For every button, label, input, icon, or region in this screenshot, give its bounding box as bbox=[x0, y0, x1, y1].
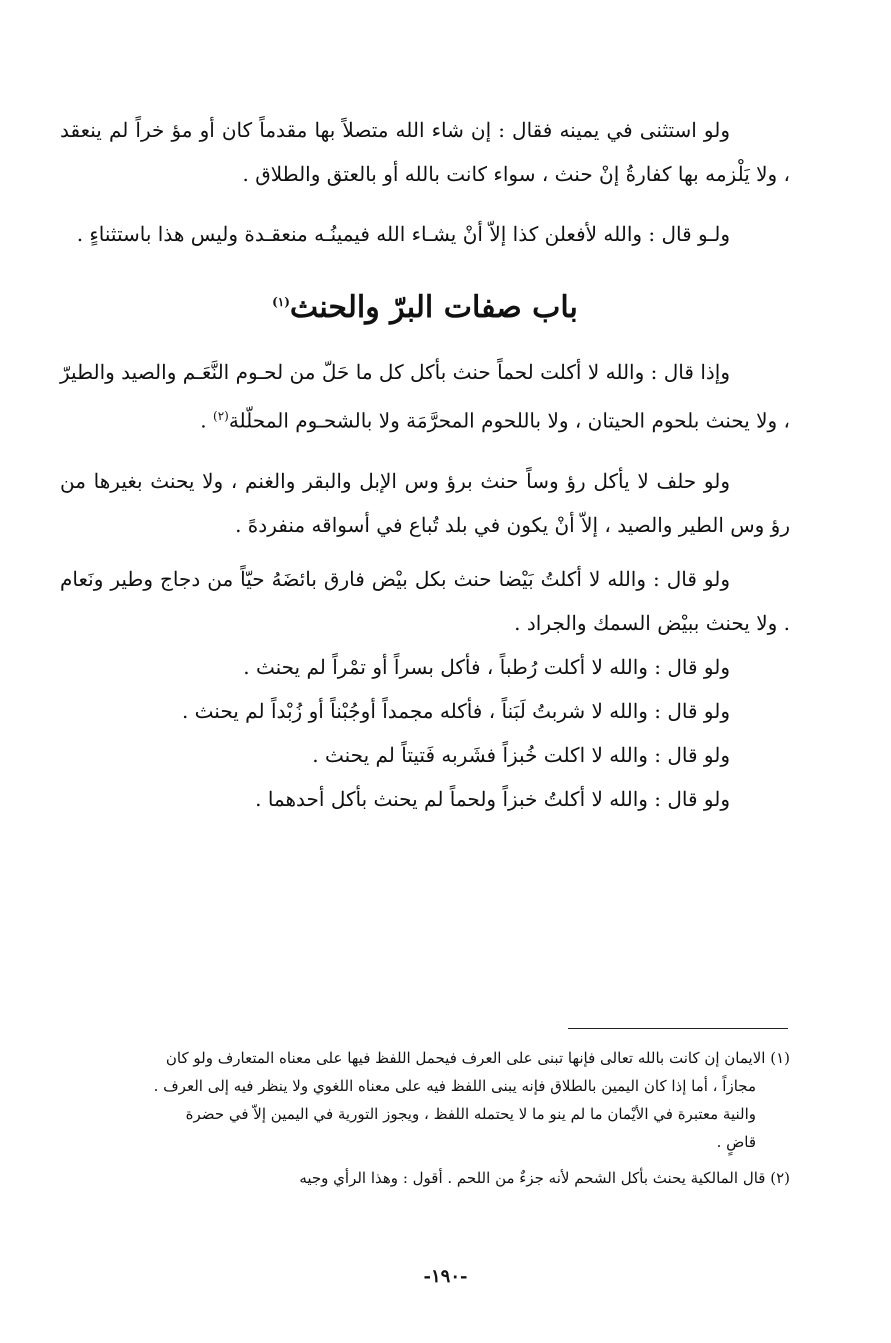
paragraph-exception: ولو استثنى في يمينه فقال : إن شاء الله متصلاً بها مقدماً كان أو مؤ خراً لم ينعقد ، ولا يَلْزمه بها كفارةُ إنْ حنث ، سواء كانت بالله أو بالعتق والطلاق . bbox=[60, 118, 790, 186]
paragraph-oath-exception: ولـو قال : والله لأفعلن كذا إلاّ أنْ يشـاء الله فيمينُـه منعقـدة وليس هذا باستثناءٍ . bbox=[76, 222, 730, 246]
paragraph-heads: ولو حلف لا يأكل رؤ وساً حنث برؤ وس الإبل والبقر والغنم ، ولا يحنث بغيرها من رؤ وس الطير والصيد ، إلاّ أنْ يكون في بلد تُباع في أسواقه منفردهً . bbox=[60, 468, 790, 537]
footnote-1-line-4: قاضٍ . bbox=[716, 1133, 756, 1151]
paragraph-meat bbox=[60, 350, 790, 443]
chapter-heading bbox=[60, 276, 790, 334]
page-number: -١٩٠- bbox=[423, 1266, 468, 1287]
footnote-1-line-2: مجازاً ، أما إذا كان اليمين بالطلاق فإنه يبنى اللفظ فيه على معناه اللغوي ولا ينظر فيه إلى العرف . bbox=[153, 1077, 756, 1095]
chapter-heading-text: باب صفات البرّ والحنث bbox=[289, 290, 578, 325]
footnotes bbox=[70, 1044, 790, 1192]
paragraph-bread: ولو قال : والله لا اكلت خُبزاً فشَربه فَتيتاً لم يحنث . bbox=[312, 742, 730, 767]
paragraph-milk: ولو قال : والله لا شربتُ لَبَناً ، فأكله مجمداً أوجُبْناً أو زُبْداً لم يحنث . bbox=[181, 698, 730, 723]
paragraph-meat-end: . bbox=[200, 408, 213, 433]
page-body bbox=[60, 108, 790, 821]
footnote-ref-1: (١) bbox=[272, 295, 290, 309]
footnote-1-line-1: (١) الايمان إن كانت بالله تعالى فإنها تبنى على العرف فيحمل اللفظ فيها على معناه المتعارف ولو كان bbox=[165, 1049, 790, 1067]
paragraph-eggs: ولو قال : والله لا أكلتُ بَيْضا حنث بكل بيْض فارق بائضَهُ حيّاً من دجاج وطير ونَعام . ولا يحنث ببيْض السمك والجراد . bbox=[60, 566, 790, 635]
paragraph-meat-text: وإذا قال : والله لا أكلت لحماً حنث بأكل كل ما حَلّ من لحـوم النَّعَـم والصيد والطيرّ ، ولا يحنث بلحوم الحيتان ، ولا باللحوم المحرَّمَة ولا بالشحـوم المحلّلة bbox=[60, 360, 790, 433]
footnote-1-line-3: والنية معتبرة في الأيْمان ما لم ينو ما لا يحتمله اللفظ ، ويجوز التورية في اليمين إلاّ في حضرة bbox=[185, 1105, 756, 1123]
paragraph-bread-meat: ولو قال : والله لا أكلتُ خبزاً ولحماً لم يحنث بأكل أحدهما . bbox=[255, 786, 730, 811]
footnote-divider bbox=[568, 1028, 788, 1029]
paragraph-dates: ولو قال : والله لا أكلت رُطباً ، فأكل بسراً أو تمْراً لم يحنث . bbox=[243, 654, 730, 679]
footnote-ref-2: (٢) bbox=[213, 409, 229, 423]
footnote-2: (٢) قال المالكية يحنث بأكل الشحم لأنه جزءٌ من اللحم . أقول : وهذا الرأي وجيه bbox=[299, 1169, 790, 1187]
